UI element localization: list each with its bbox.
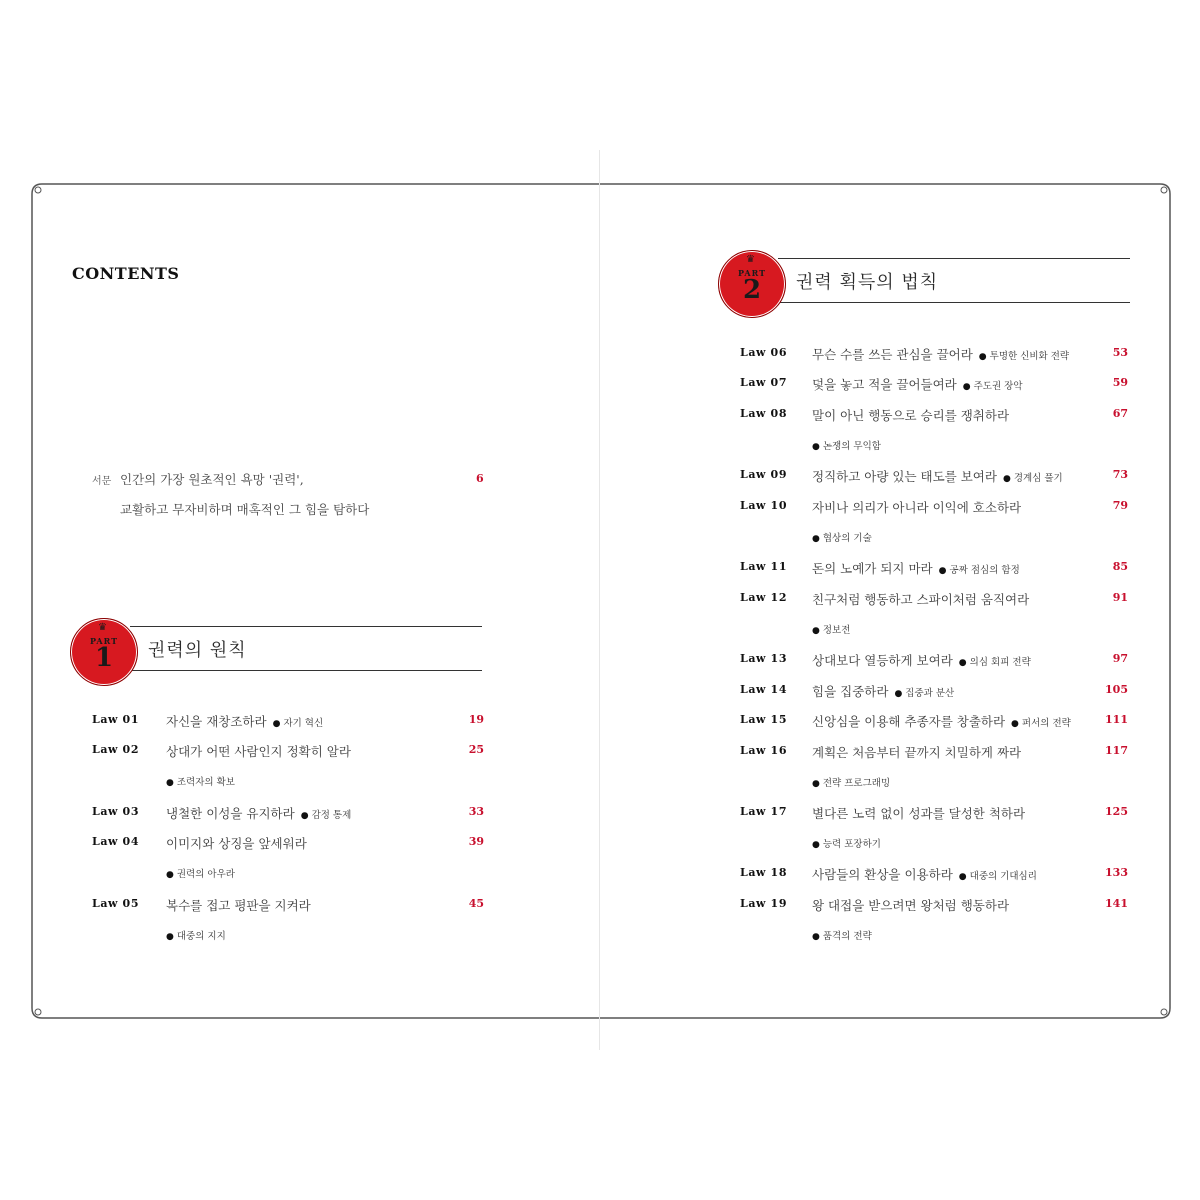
law-page: 79 [1112, 499, 1128, 512]
law-number: Law 08 [740, 407, 788, 420]
law-subline: ● 조력자의 확보 [166, 777, 235, 788]
law-subtitle: 투명한 신비화 전략 [989, 351, 1070, 362]
law-title: 별다른 노력 없이 성과를 달성한 척하라 [812, 806, 1026, 821]
toc-row [740, 712, 1128, 734]
law-subline: ● 대중의 지지 [166, 931, 226, 942]
law-subtitle: 주도권 장악 [973, 381, 1023, 392]
bullet-icon: ● [938, 566, 947, 576]
law-title: 왕 대접을 받으려면 왕처럼 행동하라 [812, 898, 1010, 913]
part-2-toc [740, 345, 1128, 955]
toc-row [740, 743, 1128, 765]
law-subline: ● 전략 프로그래밍 [812, 778, 891, 789]
bullet-icon: ● [894, 689, 903, 699]
law-page: 33 [468, 805, 484, 818]
bullet-icon: ● [962, 382, 971, 392]
part-1-number: 1 [94, 643, 114, 673]
toc-row [740, 467, 1128, 489]
law-number: Law 14 [740, 683, 788, 696]
law-title: 상대가 어떤 사람인지 정확히 알라 [166, 744, 351, 759]
bullet-icon: ● [812, 840, 820, 850]
bullet-icon: ● [812, 534, 820, 544]
law-number: Law 06 [740, 346, 788, 359]
law-subtitle: 자기 혁신 [283, 718, 324, 729]
law-subline: ● 권력의 아우라 [166, 869, 235, 880]
preface-line-2: 교활하고 무자비하며 매혹적인 그 힘을 탐하다 [120, 502, 370, 517]
law-number: Law 17 [740, 805, 788, 818]
law-number: Law 11 [740, 560, 788, 573]
law-number: Law 10 [740, 499, 788, 512]
bullet-icon: ● [166, 870, 174, 880]
toc-row [92, 834, 484, 856]
law-title: 냉철한 이성을 유지하라 ● 감정 통제 [166, 806, 352, 821]
law-title: 말이 아닌 행동으로 승리를 쟁취하라 [812, 408, 1010, 423]
bullet-icon: ● [958, 872, 967, 882]
law-number: Law 03 [92, 805, 140, 818]
law-title: 계획은 처음부터 끝까지 치밀하게 짜라 [812, 745, 1022, 760]
law-title: 자신을 재창조하라 ● 자기 혁신 [166, 714, 324, 729]
law-title: 힘을 집중하라 ● 집중과 분산 [812, 684, 955, 699]
bullet-icon: ● [1011, 719, 1019, 729]
toc-row [740, 345, 1128, 367]
part-2-header [718, 250, 1130, 340]
law-number: Law 09 [740, 468, 788, 481]
crown-icon: ♛ [746, 254, 755, 265]
law-subline: ● 정보전 [812, 625, 851, 636]
law-number: Law 18 [740, 866, 788, 879]
law-page: 91 [1112, 591, 1128, 604]
law-subline: ● 품격의 전략 [812, 931, 872, 942]
law-page: 45 [468, 897, 484, 910]
law-page: 19 [468, 713, 484, 726]
law-title: 덫을 놓고 적을 끌어들여라 ● 주도권 장악 [812, 377, 1023, 392]
law-page: 85 [1112, 560, 1128, 573]
part-1-rule-bottom [130, 670, 482, 671]
law-number: Law 19 [740, 897, 788, 910]
toc-row [740, 375, 1128, 397]
law-number: Law 02 [92, 743, 140, 756]
toc-row [740, 896, 1128, 918]
bullet-icon: ● [166, 778, 174, 788]
law-title: 상대보다 열등하게 보여라 ● 의심 회피 전략 [812, 653, 1031, 668]
law-subtitle: 감정 통제 [311, 810, 352, 821]
law-number: Law 15 [740, 713, 788, 726]
toc-row [740, 498, 1128, 520]
toc-row [740, 406, 1128, 428]
part-2-rule-top [778, 258, 1130, 259]
law-number: Law 13 [740, 652, 788, 665]
law-subline: ● 논쟁의 무익함 [812, 441, 881, 452]
law-subtitle: 퍼서의 전략 [1021, 718, 1071, 729]
law-page: 25 [468, 743, 484, 756]
law-subtitle: 집중과 분산 [905, 688, 955, 699]
toc-row [740, 651, 1128, 673]
law-number: Law 04 [92, 835, 140, 848]
bullet-icon: ● [300, 811, 309, 821]
law-number: Law 05 [92, 897, 140, 910]
bullet-icon: ● [978, 352, 987, 362]
law-page: 59 [1112, 376, 1128, 389]
law-page: 67 [1112, 407, 1128, 420]
law-subtitle: 경계심 풀기 [1013, 473, 1063, 484]
law-title: 사람들의 환상을 이용하라 ● 대중의 기대심리 [812, 867, 1037, 882]
law-page: 117 [1105, 744, 1128, 757]
law-page: 105 [1105, 683, 1128, 696]
law-page: 141 [1105, 897, 1128, 910]
part-1-label: PART [89, 636, 119, 646]
law-number: Law 01 [92, 713, 140, 726]
bullet-icon: ● [272, 719, 281, 729]
toc-row [740, 682, 1128, 704]
law-subtitle: 대중의 기대심리 [969, 871, 1037, 882]
law-title: 정직하고 아량 있는 태도를 보여라 ● 경계심 풀기 [812, 469, 1063, 484]
part-2-rule-bottom [778, 302, 1130, 303]
bullet-icon: ● [1002, 474, 1011, 484]
preface-line-1: 인간의 가장 원초적인 욕망 '권력', [120, 472, 304, 487]
part-2-label: PART [737, 268, 767, 278]
law-subtitle: 의심 회피 전략 [969, 657, 1031, 668]
law-title: 신앙심을 이용해 추종자를 창출하라 ● 퍼서의 전략 [812, 714, 1071, 729]
law-page: 53 [1112, 346, 1128, 359]
part-1-header [70, 618, 482, 708]
law-subline: ● 능력 포장하기 [812, 839, 881, 850]
bullet-icon: ● [812, 626, 820, 636]
law-title: 이미지와 상징을 앞세워라 [166, 836, 307, 851]
preface-tag: 서문 [92, 476, 112, 487]
toc-row [92, 804, 484, 826]
law-title: 친구처럼 행동하고 스파이처럼 움직여라 [812, 592, 1030, 607]
law-title: 복수를 접고 평판을 지켜라 [166, 898, 311, 913]
bullet-icon: ● [958, 658, 967, 668]
law-title: 자비나 의리가 아니라 이익에 호소하라 [812, 500, 1022, 515]
law-subline: ● 협상의 기술 [812, 533, 872, 544]
bullet-icon: ● [812, 779, 820, 789]
part-2-badge [718, 250, 786, 318]
toc-row [92, 896, 484, 918]
law-page: 73 [1112, 468, 1128, 481]
law-subtitle: 공짜 점심의 함정 [949, 565, 1020, 576]
law-page: 133 [1105, 866, 1128, 879]
bullet-icon: ● [812, 442, 820, 452]
bullet-icon: ● [812, 932, 820, 942]
part-2-number: 2 [742, 275, 762, 305]
law-number: Law 12 [740, 591, 788, 604]
part-1-title: 권력의 원칙 [148, 640, 247, 661]
part-2-title: 권력 획득의 법칙 [796, 272, 939, 293]
law-title: 돈의 노예가 되지 마라 ● 공짜 점심의 함정 [812, 561, 1020, 576]
toc-row [92, 742, 484, 764]
part-1-rule-top [130, 626, 482, 627]
part-1-badge [70, 618, 138, 686]
law-page: 111 [1105, 713, 1128, 726]
toc-row [740, 559, 1128, 581]
law-title: 무슨 수를 쓰든 관심을 끌어라 ● 투명한 신비화 전략 [812, 347, 1070, 362]
toc-row [740, 865, 1128, 887]
toc-row [740, 590, 1128, 612]
toc-row [740, 804, 1128, 826]
toc-row [92, 712, 484, 734]
bullet-icon: ● [166, 932, 174, 942]
part-1-toc [92, 712, 484, 952]
contents-heading: CONTENTS [72, 264, 180, 283]
law-number: Law 16 [740, 744, 788, 757]
law-page: 97 [1112, 652, 1128, 665]
law-page: 125 [1105, 805, 1128, 818]
law-page: 39 [468, 835, 484, 848]
crown-icon: ♛ [98, 622, 107, 633]
preface-page: 6 [476, 472, 484, 485]
law-number: Law 07 [740, 376, 788, 389]
book-spine [599, 150, 600, 1050]
